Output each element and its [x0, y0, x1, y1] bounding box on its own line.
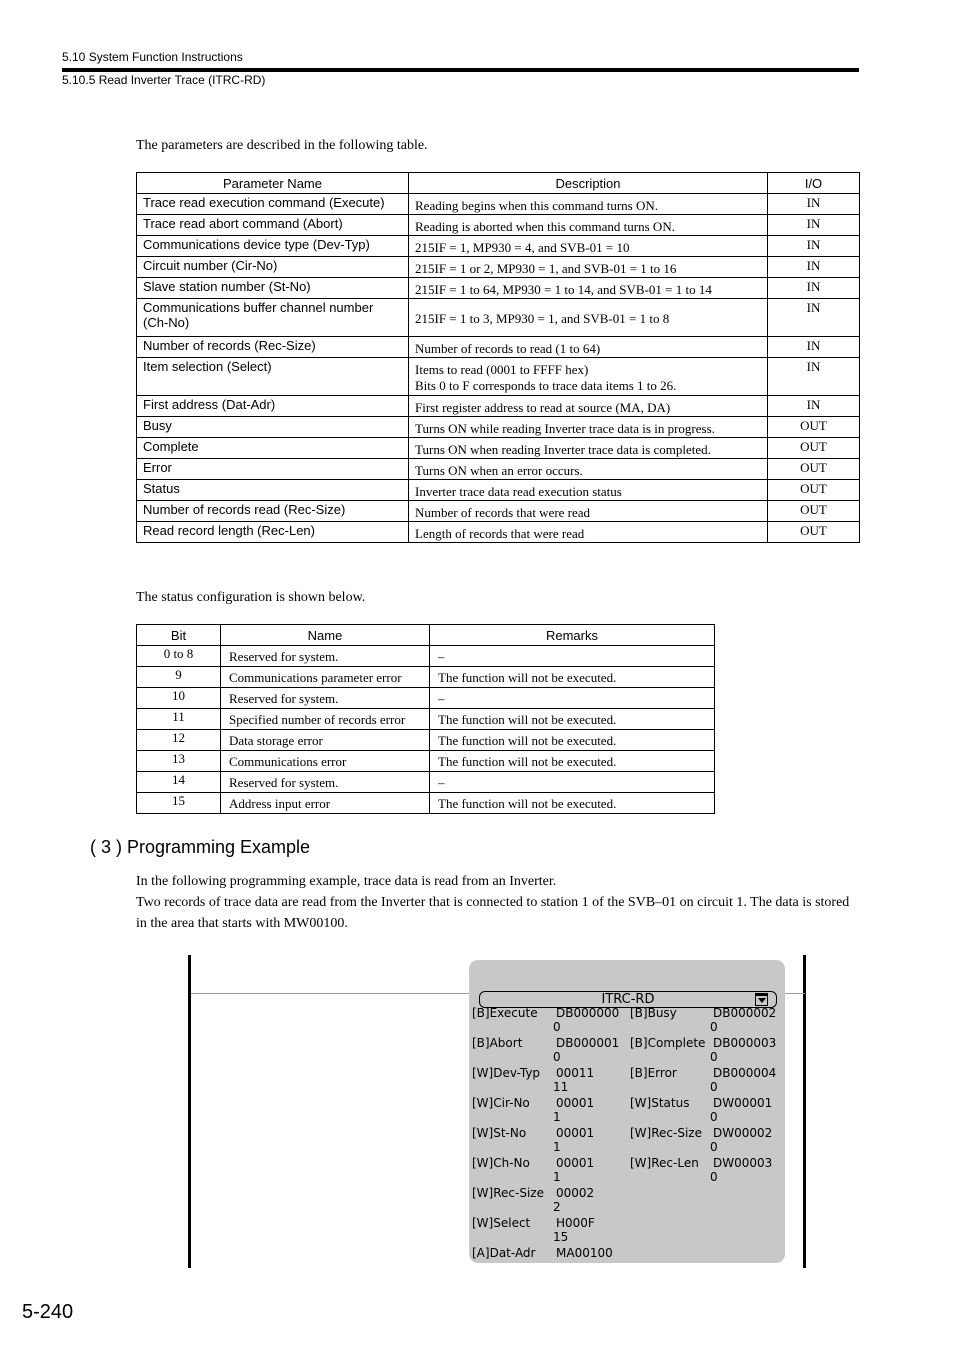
- input-value: 1: [553, 1170, 561, 1184]
- status-bit: 13: [137, 751, 221, 772]
- param-description: [409, 522, 768, 543]
- description-line: Turns ON when reading Inverter trace data is completed.: [415, 441, 711, 457]
- param-row: [137, 480, 860, 501]
- status-remarks: The function will not be executed.: [430, 709, 715, 730]
- param-description: [409, 396, 768, 417]
- status-bit: 15: [137, 793, 221, 814]
- param-io: OUT: [768, 522, 860, 543]
- function-block-name: ITRC-RD: [601, 992, 655, 1007]
- output-label: [W]Rec-Len: [630, 1156, 699, 1170]
- param-io: IN: [768, 194, 860, 215]
- status-row: [137, 688, 715, 709]
- status-bit: 12: [137, 730, 221, 751]
- output-address: DB000004: [713, 1066, 777, 1080]
- param-row: [137, 236, 860, 257]
- status-row: [137, 709, 715, 730]
- param-name: Number of records (Rec-Size): [137, 337, 409, 358]
- param-name: Status: [137, 480, 409, 501]
- left-power-rail: [188, 955, 191, 1268]
- example-line: In the following programming example, trace data is read from an Inverter.: [136, 874, 557, 889]
- output-address: DW00002: [713, 1126, 773, 1140]
- status-remarks: The function will not be executed.: [430, 793, 715, 814]
- description-line: Turns ON while reading Inverter trace data is in progress.: [415, 420, 715, 436]
- param-io: IN: [768, 337, 860, 358]
- output-label: [B]Busy: [630, 1006, 677, 1020]
- param-row: [137, 215, 860, 236]
- description-line: 215IF = 1 to 3, MP930 = 1, and SVB-01 = 1 to 8: [415, 311, 670, 326]
- param-io: OUT: [768, 480, 860, 501]
- param-name: Communications device type (Dev-Typ): [137, 236, 409, 257]
- description-line: 215IF = 1 or 2, MP930 = 1, and SVB-01 = 1 to 16: [415, 260, 677, 276]
- input-label: [W]St-No: [472, 1126, 527, 1140]
- collapse-icon[interactable]: [755, 993, 768, 1006]
- output-label: [W]Status: [630, 1096, 690, 1110]
- description-line: Length of records that were read: [415, 525, 585, 541]
- output-operand[interactable]: [710, 1006, 777, 1034]
- input-value: 0: [553, 1050, 561, 1064]
- param-name: Circuit number (Cir-No): [137, 257, 409, 278]
- status-row: [137, 730, 715, 751]
- output-value: 0: [710, 1170, 718, 1184]
- description-line: Bits 0 to F corresponds to trace data items 1 to 26.: [415, 378, 677, 393]
- description-line: Reading begins when this command turns ON.: [415, 197, 658, 213]
- output-value: 0: [710, 1110, 718, 1124]
- input-address: 00011: [556, 1066, 595, 1080]
- param-description: [409, 438, 768, 459]
- param-row: [137, 257, 860, 278]
- status-row: [137, 793, 715, 814]
- status-remarks: The function will not be executed.: [430, 751, 715, 772]
- input-label: [W]Select: [472, 1216, 531, 1230]
- param-io: OUT: [768, 417, 860, 438]
- input-label: [B]Abort: [472, 1036, 523, 1050]
- status-bit: 11: [137, 709, 221, 730]
- ladder-diagram: [188, 955, 808, 1268]
- param-name: Communications buffer channel number (Ch-No): [137, 299, 409, 337]
- parameters-table: [136, 172, 860, 543]
- output-address: DB000003: [713, 1036, 777, 1050]
- param-description: [409, 480, 768, 501]
- param-io: OUT: [768, 501, 860, 522]
- output-address: DW00003: [713, 1156, 773, 1170]
- input-operand[interactable]: [556, 1246, 613, 1260]
- status-name: Communications error: [221, 751, 430, 772]
- output-operand[interactable]: [710, 1036, 777, 1064]
- status-remarks: –: [430, 688, 715, 709]
- param-io: IN: [768, 278, 860, 299]
- example-paragraph: [136, 871, 861, 934]
- param-io: IN: [768, 299, 860, 337]
- description-line: Turns ON when an error occurs.: [415, 462, 583, 478]
- param-row: [137, 396, 860, 417]
- header-rule: [62, 68, 859, 72]
- header-subsection: 5.10.5 Read Inverter Trace (ITRC-RD): [62, 73, 266, 87]
- right-power-rail: [803, 955, 806, 1268]
- param-description: [409, 215, 768, 236]
- output-address: DB000002: [713, 1006, 777, 1020]
- input-address: 00001: [556, 1156, 595, 1170]
- example-line: Two records of trace data are read from the Inverter that is connected to station 1 of the SVB–01 on circuit 1. The data is stored in the area that starts with MW00100.: [136, 895, 850, 931]
- status-remarks: The function will not be executed.: [430, 730, 715, 751]
- description-line: Reading is aborted when this command turns ON.: [415, 218, 675, 234]
- output-operand[interactable]: [710, 1126, 773, 1154]
- status-bit: 10: [137, 688, 221, 709]
- input-address: DB000000: [556, 1006, 620, 1020]
- status-name: Data storage error: [221, 730, 430, 751]
- input-value: 2: [553, 1200, 561, 1214]
- param-description: [409, 501, 768, 522]
- description-line: First register address to read at source (MA, DA): [415, 399, 671, 415]
- status-remarks: –: [430, 646, 715, 667]
- description-line: Number of records that were read: [415, 504, 591, 520]
- itrc-rd-function-block[interactable]: [469, 960, 785, 1263]
- output-value: 0: [710, 1080, 718, 1094]
- status-name: Reserved for system.: [221, 772, 430, 793]
- output-label: [W]Rec-Size: [630, 1126, 702, 1140]
- input-address: 00002: [556, 1186, 595, 1200]
- output-label: [B]Complete: [630, 1036, 706, 1050]
- input-address: 00001: [556, 1126, 595, 1140]
- col-header-io: I/O: [768, 173, 860, 194]
- output-operand[interactable]: [710, 1156, 773, 1184]
- param-name: First address (Dat-Adr): [137, 396, 409, 417]
- description-line: Number of records to read (1 to 64): [415, 340, 601, 356]
- param-io: IN: [768, 257, 860, 278]
- status-bit: 0 to 8: [137, 646, 221, 667]
- param-name: Complete: [137, 438, 409, 459]
- input-operand[interactable]: [553, 1126, 595, 1154]
- param-row: [137, 299, 860, 337]
- output-address: DW00001: [713, 1096, 773, 1110]
- output-value: 0: [710, 1050, 718, 1064]
- output-operand[interactable]: [710, 1066, 777, 1094]
- input-address: MA00100: [556, 1246, 613, 1260]
- input-address: 00001: [556, 1096, 595, 1110]
- param-description: [409, 459, 768, 480]
- col-header-param-name: Parameter Name: [137, 173, 409, 194]
- output-operand[interactable]: [710, 1096, 773, 1124]
- param-name: Slave station number (St-No): [137, 278, 409, 299]
- status-remarks: The function will not be executed.: [430, 667, 715, 688]
- input-operand[interactable]: [553, 1156, 595, 1184]
- param-row: [137, 358, 860, 396]
- param-io: IN: [768, 396, 860, 417]
- input-operand[interactable]: [553, 1186, 595, 1214]
- param-io: IN: [768, 236, 860, 257]
- param-io: OUT: [768, 459, 860, 480]
- param-row: [137, 438, 860, 459]
- param-description: [409, 337, 768, 358]
- param-name: Busy: [137, 417, 409, 438]
- param-name: Error: [137, 459, 409, 480]
- param-name: Trace read execution command (Execute): [137, 194, 409, 215]
- status-row: [137, 646, 715, 667]
- param-description: [409, 299, 768, 337]
- status-row: [137, 751, 715, 772]
- input-label: [A]Dat-Adr: [472, 1246, 536, 1260]
- input-label: [W]Dev-Typ: [472, 1066, 541, 1080]
- param-row: [137, 459, 860, 480]
- header-section: 5.10 System Function Instructions: [62, 50, 243, 64]
- param-name: Number of records read (Rec-Size): [137, 501, 409, 522]
- param-row: [137, 501, 860, 522]
- col-header-description: Description: [409, 173, 768, 194]
- status-intro: The status configuration is shown below.: [136, 590, 366, 605]
- status-table: [136, 624, 715, 814]
- param-description: [409, 236, 768, 257]
- status-bit: 14: [137, 772, 221, 793]
- section-title: ( 3 ) Programming Example: [90, 837, 311, 857]
- param-description: [409, 417, 768, 438]
- status-name: Communications parameter error: [221, 667, 430, 688]
- description-line: 215IF = 1, MP930 = 4, and SVB-01 = 10: [415, 239, 630, 255]
- input-value: 0: [553, 1020, 561, 1034]
- params-intro: The parameters are described in the following table.: [136, 138, 428, 153]
- input-value: 15: [553, 1230, 569, 1244]
- input-value: 1: [553, 1140, 561, 1154]
- input-value: 1: [553, 1110, 561, 1124]
- param-io: OUT: [768, 438, 860, 459]
- description-line: Inverter trace data read execution status: [415, 483, 622, 499]
- status-row: [137, 667, 715, 688]
- status-name: Address input error: [221, 793, 430, 814]
- input-operand[interactable]: [553, 1096, 595, 1124]
- param-description: [409, 257, 768, 278]
- param-name: Item selection (Select): [137, 358, 409, 396]
- description-line: 215IF = 1 to 64, MP930 = 1 to 14, and SVB-01 = 1 to 14: [415, 281, 712, 297]
- status-remarks: –: [430, 772, 715, 793]
- param-description: [409, 358, 768, 396]
- param-row: [137, 417, 860, 438]
- input-operand[interactable]: [553, 1066, 595, 1094]
- input-address: DB000001: [556, 1036, 620, 1050]
- status-name: Reserved for system.: [221, 646, 430, 667]
- output-value: 0: [710, 1020, 718, 1034]
- input-label: [W]Ch-No: [472, 1156, 530, 1170]
- param-row: [137, 522, 860, 543]
- param-row: [137, 337, 860, 358]
- param-io: IN: [768, 215, 860, 236]
- param-name: Trace read abort command (Abort): [137, 215, 409, 236]
- status-name: Reserved for system.: [221, 688, 430, 709]
- input-label: [W]Rec-Size: [472, 1186, 544, 1200]
- input-operand[interactable]: [553, 1036, 620, 1064]
- input-label: [W]Cir-No: [472, 1096, 530, 1110]
- output-label: [B]Error: [630, 1066, 677, 1080]
- status-row: [137, 772, 715, 793]
- col-header-name: Name: [221, 625, 430, 646]
- input-address: H000F: [556, 1216, 595, 1230]
- input-value: 11: [553, 1080, 569, 1094]
- param-name: Read record length (Rec-Len): [137, 522, 409, 543]
- description-line: Items to read (0001 to FFFF hex): [415, 362, 589, 377]
- param-io: IN: [768, 358, 860, 396]
- input-operand[interactable]: [553, 1216, 595, 1244]
- col-header-bit: Bit: [137, 625, 221, 646]
- page-number: 5-240: [22, 1301, 74, 1323]
- status-name: Specified number of records error: [221, 709, 430, 730]
- col-header-remarks: Remarks: [430, 625, 715, 646]
- param-description: [409, 194, 768, 215]
- input-operand[interactable]: [553, 1006, 620, 1034]
- input-label: [B]Execute: [472, 1006, 538, 1020]
- param-row: [137, 194, 860, 215]
- output-value: 0: [710, 1140, 718, 1154]
- param-row: [137, 278, 860, 299]
- status-bit: 9: [137, 667, 221, 688]
- param-description: [409, 278, 768, 299]
